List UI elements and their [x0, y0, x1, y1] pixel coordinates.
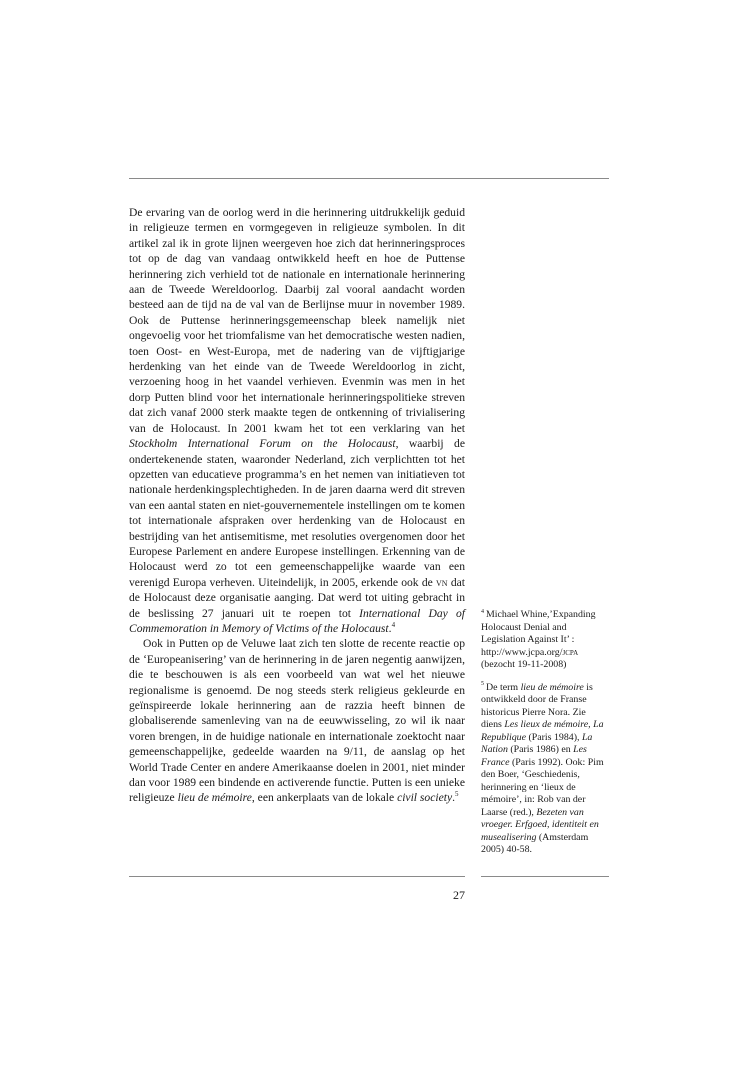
footnote-ref-4[interactable]: 4: [391, 621, 396, 630]
paragraph-2: Ook in Putten op de Veluwe laat zich ten slotte de recente reactie op de ‘Europeanisering’ van de herinnering in de jaren negentig aanwijzen, die te beschouwen is als een voorbeeld van wat wel het nieuwe regionalisme is genoemd. De nog steeds sterk religieus gekleurde en geïnspireerde lokale herinnering aan de razzia heeft binnen de globaliserende samenleving van na de eeuwwisseling, zo wil ik naar voren brengen, in de huidige nationale en internationale zoektocht naar gemeenschappelijke, gedeelde waarden na 9/11, de aanslag op het World Trade Center en andere Amerikaanse doelen in 2001, niet minder dan voor 1989 een bindende en activerende functie. Putten is een unieke religieuze lieu de mémoire, een ankerplaats van de lokale civil society.$^5$: [129, 637, 465, 805]
note-4-number: 4: [481, 608, 484, 615]
vn-abbreviation: vn: [436, 575, 448, 589]
body-text: [129, 205, 465, 806]
forum-title: Stockholm International Forum on the Holocaust: [129, 437, 396, 451]
side-notes: [481, 609, 609, 867]
commemoration-day-title: International Day of Commemoration in Memory of Victims of the Holocaust: [129, 606, 465, 635]
footer-rule-notes: [481, 876, 609, 877]
note-4: $^4$ Michael Whine,’Expanding Holocaust Denial and Legislation Against It’ : http://www.jcpa.org/jcpa (bezocht 19-11-2008): [481, 608, 596, 670]
note-5-number: 5: [481, 681, 484, 688]
civil-society-term: civil society: [397, 791, 453, 805]
note-5: $^5$ De term lieu de mémoire is ontwikkeld door de Franse historicus Pierre Nora. Zie diens Les lieux de mémoire, La Republique (Paris 1984), La Nation (Paris 1986) en Les France (Paris 1992). Ook: Pim den Boer, ‘Geschiedenis, herinnering en ‘lieux de mémoire’, in: Rob van der Laarse (red.), Bezeten van vroeger. Erfgoed, identiteit en musealisering (Amsterdam 2005) 40-58.: [481, 681, 604, 855]
footer-rule-main: [129, 876, 465, 877]
page-number: 27: [453, 888, 465, 902]
header-rule: [129, 178, 609, 179]
lieu-de-memoire-term: lieu de mémoire: [177, 791, 252, 805]
paragraph-1: De ervaring van de oorlog werd in die herinnering uitdrukkelijk geduid in religieuze termen en vormgegeven in religieuze symbolen. In dit artikel zal ik in grote lijnen weergeven hoe zich dat herinneringsproces tot op de dag van vandaag ontwikkeld heeft en hoe de Puttense herinnering zich verhield tot de nationale en internationale herinnering aan de Tweede Wereldoorlog. Daarbij zal vooral aandacht worden besteed aan de tijd na de val van de Berlijnse muur in november 1989. Ook de Puttense herinneringsgemeenschap bleek namelijk niet ongevoelig voor het triomfalisme van het democratische westen nadien, toen Oost- en West-Europa, met de nadering van de vijftigjarige herdenking van het einde van de Tweede Wereldoorlog in zicht, verzoening hoog in het vaandel verhieven. Evenmin was men in het dorp Putten blind voor het internationale herinneringspolitieke streven dat zich vanaf 2000 sterk maakte tegen de ontkenning of trivialisering van de Holocaust. In 2001 kwam het tot een verklaring van het Stockholm International Forum on the Holocaust, waarbij de ondertekenende staten, waaronder Nederland, zich verplichtten tot het opzetten van educatieve programma’s en het nemen van initiatieven tot nationale herdenkingsplechtigheden. In de jaren daarna werd dit streven van een aantal staten en niet-gouvernementele instellingen om te komen tot internationale afspraken over herdenking van de Holocaust en bestrijding van het antisemitisme, met resoluties overgenomen door het Europese Parlement en andere Europese instellingen. Erkenning van de Holocaust werd zo tot een gemeenschappelijke waarde van een verenigd Europa verheven. Uiteindelijk, in 2005, erkende ook de vn dat de Holocaust deze organisatie aanging. Dat werd tot uiting gebracht in de beslissing 27 januari uit te roepen tot International Day of Commemoration in Memory of Victims of the Holocaust.$^4$: [129, 206, 466, 635]
footnote-ref-5[interactable]: 5: [455, 790, 459, 799]
